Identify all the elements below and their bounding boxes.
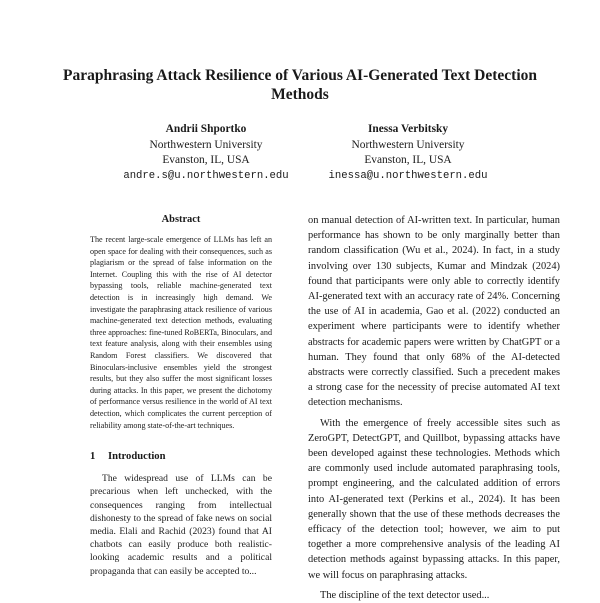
- body-paragraph: With the emergence of freely accessible sites such as ZeroGPT, DetectGPT, and Quillbot, bypassing attacks have been developed against these technologies. Methods which are commonly used include automated paraphrasing tools, prompt engineering, and the calculated addition of errors into AI-generated text (Perkins et al., 2024). It has been generally shown that the use of these methods decreases the efficacy of the detection tool; however, we aim to put together a more comprehensive analysis of the leading AI detection methods against bypassing attacks. In this paper, we will focus on paraphrasing attacks.: [308, 417, 560, 581]
- author-email: inessa@u.northwestern.edu: [328, 169, 488, 182]
- left-column: [90, 213, 272, 578]
- author-block: [308, 122, 508, 184]
- abstract-heading: Abstract: [161, 214, 201, 225]
- section-heading: [90, 450, 272, 464]
- body-paragraph: The discipline of the text detector used...: [320, 589, 490, 601]
- author-affiliation: Northwestern University: [351, 138, 465, 151]
- author-location: Evanston, IL, USA: [162, 154, 250, 166]
- paper-title: Paraphrasing Attack Resilience of Various AI-Generated Text Detection Methods: [62, 67, 537, 103]
- author-name: Andrii Shportko: [165, 123, 247, 135]
- abstract-text: The recent large-scale emergence of LLMs has left an open space for dealing with their consequences, such as plagiarism or the spread of false information on the Internet. Coupling this with the rise of AI detector bypassing tools, reliable machine-generated text detection is in increasingly high demand. We investigate the paraphrasing attack resilience of various machine-generated text detection methods, evaluating three approaches: fine-tuned RoBERTa, Binoculars, and text feature analysis, along with their ensembles using Random Forest classifiers. We discovered that Binoculars-inclusive ensembles yield the strongest results, but they also suffer the most significant losses during attacks. In this paper, we present the dichotomy of performance versus resilience in the world of AI text detection, which complicates the current perception of reliability among state-of-the-art techniques.: [90, 235, 272, 430]
- intro-paragraph: The widespread use of LLMs can be precarious when left unchecked, with the consequences ranging from intellectual dishonesty to the spread of fake news on social media. Elali and Rachid (2023) found that AI chatbots can easily produce both realistic-looking academic results and a political propaganda that can easily be accepted to...: [90, 473, 272, 577]
- author-location: Evanston, IL, USA: [364, 154, 452, 166]
- author-email: andre.s@u.northwestern.edu: [123, 169, 289, 182]
- author-affiliation: Northwestern University: [149, 138, 263, 151]
- author-name: Inessa Verbitsky: [367, 123, 449, 135]
- body-paragraph: on manual detection of AI-written text. In particular, human performance has shown to be only marginally better than random classification (Wu et al., 2024). In fact, in a study involving over 130 subjects, Kumar and Mindzak (2024) found that participants were only able to correctly identify AI-generated text with an accuracy rate of 24%. Concerning the use of AI in academia, Gao et al. (2022) conducted an experiment where participants were to identify whether abstracts for academic papers were written by ChatGPT or a human. They found that only 68% of the AI-detected abstracts were correctly classified. Such a precedent makes a strong case for the necessity of precise automated AI text detection mechanisms.: [308, 215, 560, 409]
- section-number: 1: [90, 451, 96, 463]
- section-title: Introduction: [108, 451, 166, 463]
- right-column: [308, 213, 560, 603]
- author-block: [106, 122, 306, 184]
